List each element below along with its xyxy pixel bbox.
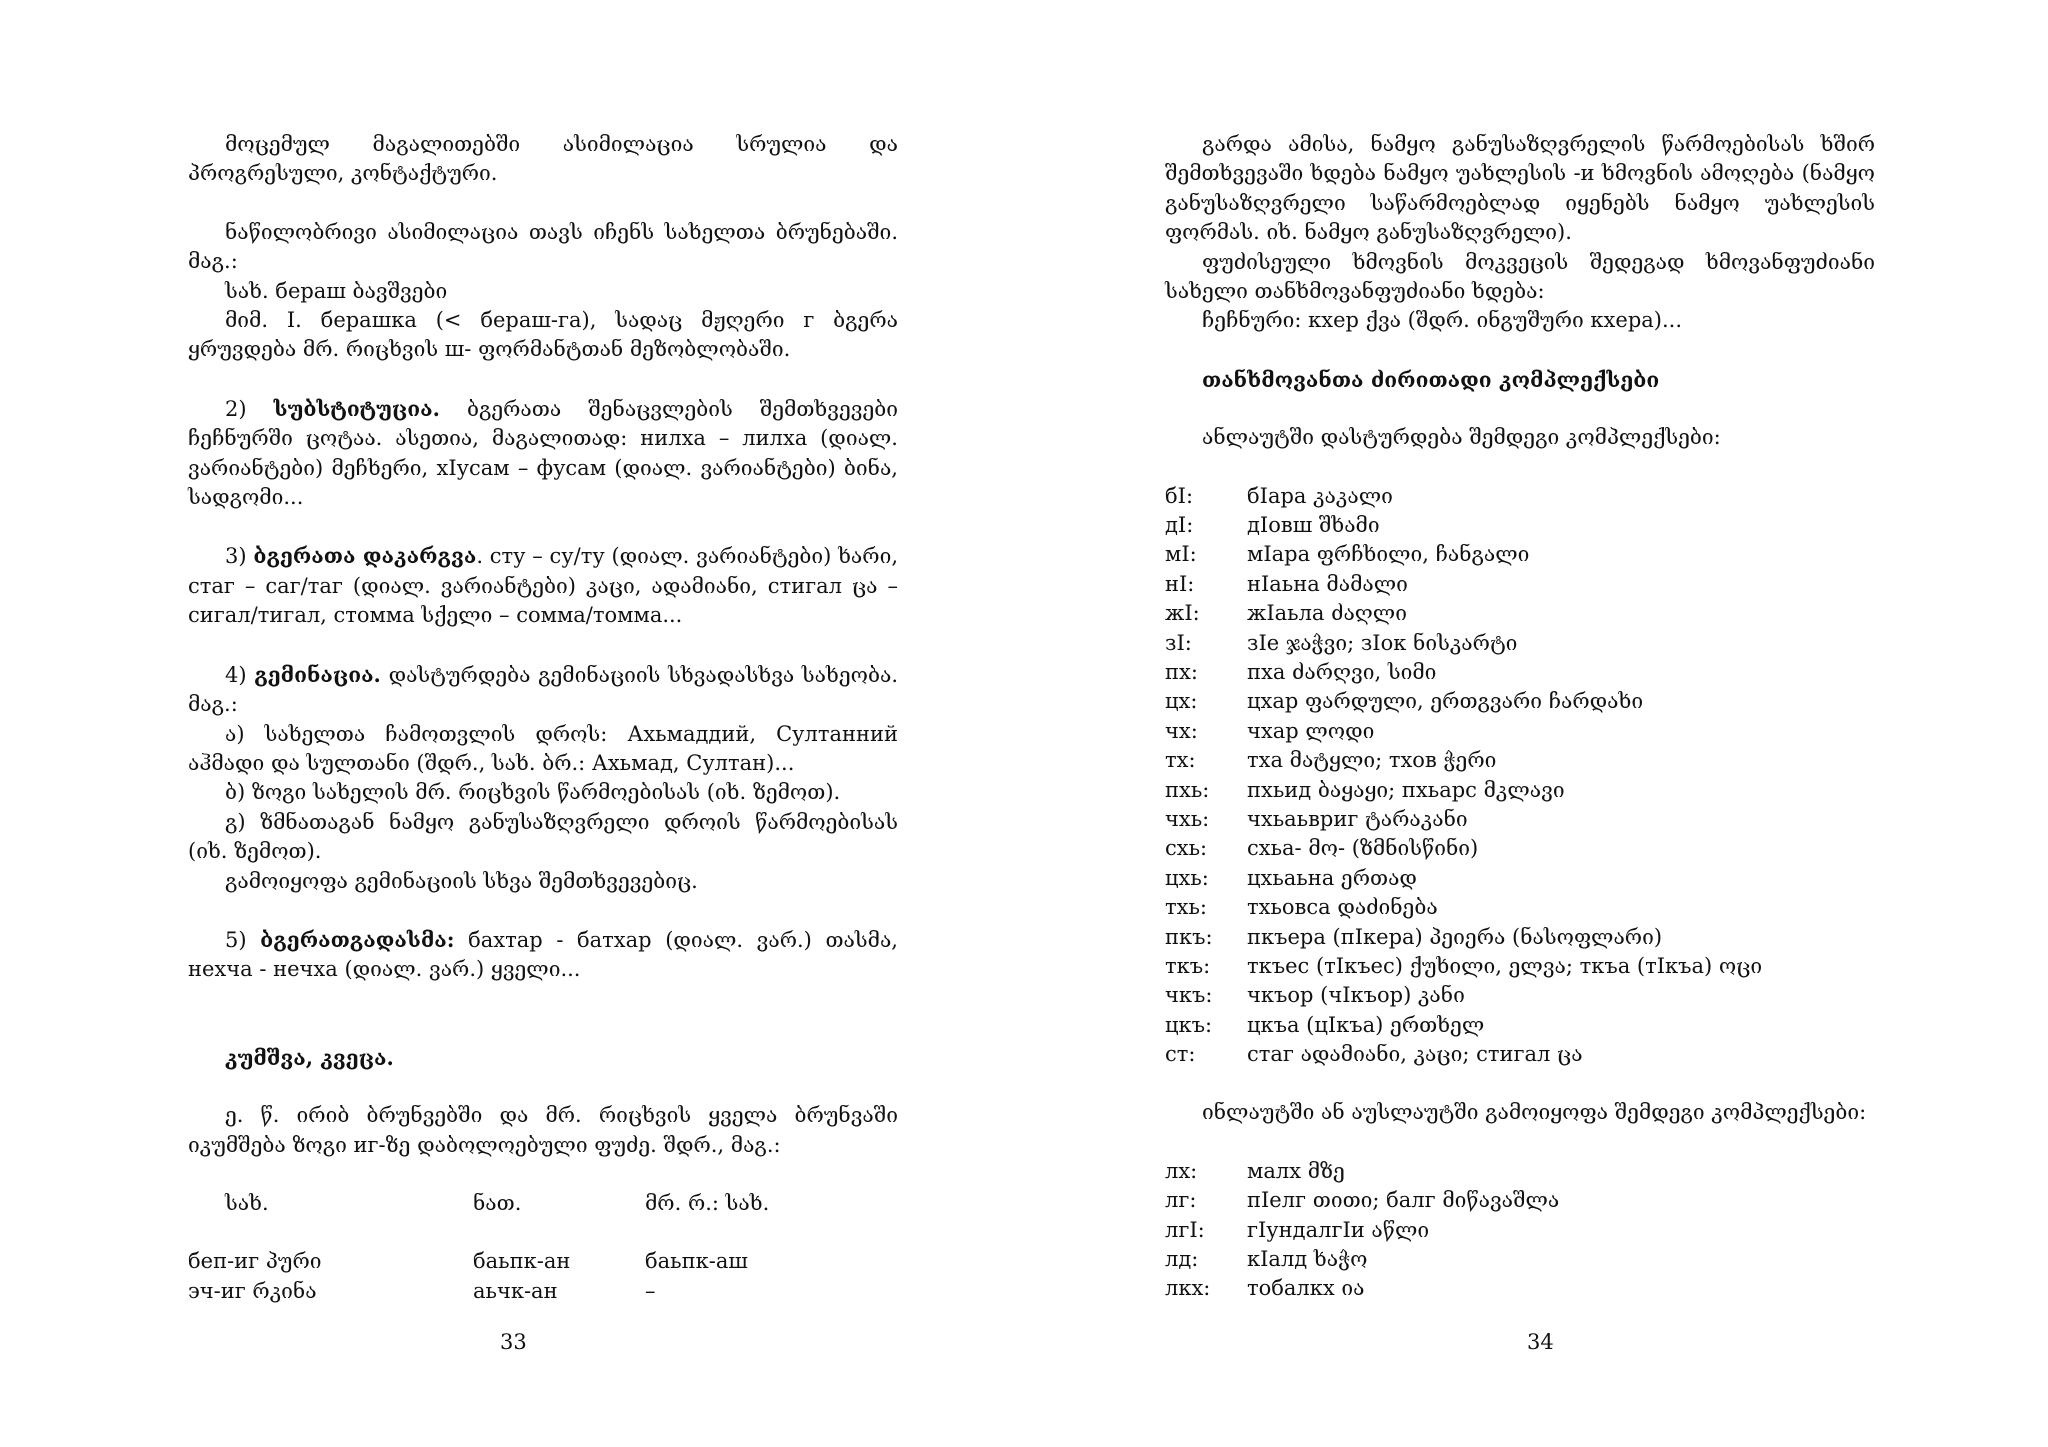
cluster-example: пкъера (пIкера) პეიერა (ნასოფლარი) (1247, 924, 1663, 949)
cluster-row (1165, 1157, 1875, 1186)
paragraph: ჩეჩნური: кхер ქვა (შდრ. ინგუშური кхера)... (1202, 308, 1682, 333)
cluster-row (1165, 746, 1875, 775)
cluster-row (1165, 1274, 1875, 1303)
paragraph: ა) სახელთა ჩამოთვლის დროს: Ахьмаддий, Султанний აჰმადი და სულთანი (შდრ., სახ. ბრ.: Ахьмад, Султан)... (188, 721, 898, 775)
cluster-example: гIундалгIи აწლი (1247, 1217, 1430, 1242)
cluster-example: жIаьла ძაღლი (1247, 601, 1407, 626)
cluster-label: лд: (1165, 1247, 1199, 1272)
cluster-label: тхь: (1165, 895, 1207, 920)
cluster-row (1165, 511, 1875, 540)
cluster-example: схьа- მო- (ზმნისწინი) (1247, 836, 1479, 861)
cluster-row (1165, 687, 1875, 716)
table-header-cell: ნათ. (473, 1190, 522, 1215)
cluster-row (1165, 629, 1875, 658)
table-cell: баьпк-аш (645, 1249, 748, 1274)
cluster-example: тха მატყლი; тхов ჭერი (1247, 748, 1497, 773)
cluster-example: пхьид ბაყაყი; пхьарс მკლავი (1247, 777, 1565, 802)
paragraph-gemination (188, 660, 898, 720)
cluster-row (1165, 834, 1875, 863)
cluster-label: лкх: (1165, 1276, 1211, 1301)
cluster-example: малх მზე (1247, 1158, 1345, 1183)
cluster-row (1165, 1040, 1875, 1069)
cluster-label: чкъ: (1165, 983, 1213, 1008)
cluster-label: цкъ: (1165, 1012, 1213, 1037)
cluster-row (1165, 717, 1875, 746)
cluster-example: цкъа (цIкъа) ერთხელ (1247, 1012, 1485, 1037)
cluster-example: чхьаьвриг ტარაკანი (1247, 806, 1468, 831)
paragraph: ე. წ. ირიბ ბრუნვებში და მრ. რიცხვის ყველა ბრუნვაში იკუმშება ზოგი иг-ზე დაბოლოებული ფუძე. შდრ., მაგ.: (188, 1103, 898, 1157)
term-heading: ბგერათა დაკარგვა (253, 543, 477, 569)
cluster-label: зI: (1165, 630, 1192, 655)
term-heading: ბგერათგადასმა: (260, 926, 455, 952)
paragraph: ნაწილობრივი ასიმილაცია თავს იჩენს სახელთა ბრუნებაში. მაგ.: (188, 219, 898, 274)
cluster-label: дI: (1165, 513, 1194, 538)
cluster-label: лг: (1165, 1188, 1197, 1213)
cluster-label: цх: (1165, 689, 1198, 714)
cluster-row (1165, 482, 1875, 511)
cluster-label: пх: (1165, 660, 1198, 684)
table-header (188, 1189, 898, 1218)
cluster-label: лх: (1165, 1158, 1198, 1183)
cluster-row (1165, 540, 1875, 569)
cluster-label: нI: (1165, 571, 1195, 596)
paragraph: მოცემულ მაგალითებში ასიმილაცია სრულია და პროგრესული, კონტაქტური. (188, 132, 898, 186)
cluster-row (1165, 952, 1875, 981)
cluster-label: схь: (1165, 836, 1208, 861)
paragraph: სახ. бераш ბავშვები (225, 278, 448, 303)
cluster-label: ткъ: (1165, 953, 1211, 978)
left-page (188, 130, 898, 1306)
cluster-label: мI: (1165, 542, 1197, 567)
cluster-example: ткъес (тIкъес) ქუხილი, ელვა; ткъа (тIкъа) ოცი (1247, 953, 1763, 978)
cluster-example: мIара ფრჩხილი, ჩანგალი (1247, 542, 1530, 567)
cluster-example: нIаьна მამალი (1247, 571, 1408, 596)
paragraph: გ) ზმნათაგან ნამყო განუსაზღვრელი დროის წარმოებისას (იხ. ზემოთ). (188, 809, 898, 864)
table-cell: эч-иг რკინა (188, 1278, 317, 1303)
cluster-label: бI: (1165, 483, 1194, 508)
cluster-row (1165, 658, 1875, 687)
cluster-row (1165, 599, 1875, 628)
cluster-label: пкъ: (1165, 924, 1213, 949)
cluster-row (1165, 923, 1875, 952)
cluster-example: бIара კაკალი (1247, 483, 1393, 508)
cluster-row (1165, 1011, 1875, 1040)
paragraph: ინლაუტში ან აუსლაუტში გამოიყოფა შემდეგი კომპლექსები: (1202, 1100, 1867, 1125)
cluster-example: чхар ლოდი (1247, 718, 1375, 743)
item-number: 2) (225, 396, 247, 421)
cluster-label: тх: (1165, 748, 1196, 773)
anlaut-cluster-list (1165, 482, 1875, 1070)
cluster-label: ст: (1165, 1042, 1196, 1067)
cluster-example: стаг ადამიანი, კაცი; стигал ცა (1247, 1042, 1583, 1067)
cluster-row (1165, 805, 1875, 834)
paragraph: ფუძისეული ხმოვნის მოკვეცის შედეგად ხმოვანფუძიანი სახელი თანხმოვანფუძიანი ხდება: (1165, 249, 1875, 304)
page-number: 33 (500, 1330, 527, 1354)
cluster-example: кIалд ხაჭო (1247, 1247, 1368, 1272)
paragraph-metathesis (188, 925, 898, 985)
paragraph: ბ) ზოგი სახელის მრ. რიცხვის წარმოებისას (იხ. ზემოთ). (225, 780, 841, 805)
table-header-cell: მრ. რ.: სახ. (645, 1190, 770, 1215)
cluster-example: чкъор (чIкъор) კანი (1247, 983, 1465, 1008)
paragraph-text: . сту – су/ту (დიალ. ვარიანტები) ხარი, стаг – саг/таг (დიალ. ვარიანტები) კაცი, ადამიანი, стигал ცა – сигал/тигал, стомма სქელი – сомма/томма... (188, 544, 899, 628)
cluster-row (1165, 1245, 1875, 1274)
paragraph-substitution (188, 394, 898, 513)
cluster-example: пха ძარღვი, სიმი (1247, 660, 1437, 684)
table-cell: аьчк-ан (473, 1278, 558, 1303)
cluster-label: чх: (1165, 718, 1198, 743)
cluster-example: пIелг თითი; балг მიწავაშლა (1247, 1188, 1560, 1213)
paragraph: მიმ. I. берашка (< бераш-га), სადაც მჟღერი г ბგერა ყრუვდება მრ. რიცხვის ш- ფორმანტთან მეზობლობაში. (188, 308, 898, 362)
item-number: 3) (225, 544, 247, 569)
item-number: 4) (225, 662, 247, 687)
paragraph-elision (188, 541, 898, 630)
section-heading: თანხმოვანთა ძირითადი კომპლექსები (1202, 366, 1660, 392)
cluster-example: зIе ჯაჭვი; зIок ნისკარტი (1247, 630, 1518, 655)
table-cell: беп-иг პური (188, 1249, 322, 1274)
cluster-label: пхь: (1165, 777, 1210, 802)
table-cell: – (645, 1278, 656, 1303)
cluster-row (1165, 981, 1875, 1010)
cluster-example: цхар ფარდული, ერთგვარი ჩარდახი (1247, 689, 1644, 714)
cluster-row (1165, 893, 1875, 922)
cluster-row (1165, 1186, 1875, 1215)
table-header-cell: სახ. (225, 1190, 269, 1215)
paragraph: ანლაუტში დასტურდება შემდეგი კომპლექსები: (1202, 425, 1721, 450)
cluster-example: дIовш შხამი (1247, 513, 1380, 538)
cluster-example: тобалкх ია (1247, 1276, 1365, 1301)
cluster-example: тхьовса დაძინება (1247, 895, 1438, 920)
table-row (188, 1247, 898, 1276)
right-page (1165, 130, 1875, 1304)
cluster-row (1165, 570, 1875, 599)
cluster-example: цхьаьна ერთად (1247, 865, 1417, 890)
paragraph: გარდა ამისა, ნამყო განუსაზღვრელის წარმოებისას ხშირ შემთხვევაში ხდება ნამყო უახლესის -и ხმოვნის ამოღება (ნამყო განუსაზღვრელი საწარმოებლად იყენებს ნამყო უახლესის ფორმას. იხ. ნამყო განუსაზღვრელი). (1165, 132, 1875, 245)
table-cell: баьпк-ан (473, 1249, 571, 1274)
table-row (188, 1277, 898, 1306)
item-number: 5) (225, 927, 247, 952)
page-number: 34 (1527, 1330, 1554, 1354)
term-heading: გემინაცია. (254, 661, 381, 687)
cluster-label: жI: (1165, 601, 1200, 626)
cluster-row (1165, 1216, 1875, 1245)
section-heading: კუმშვა, კვეცა. (225, 1044, 394, 1070)
cluster-row (1165, 864, 1875, 893)
cluster-label: чхь: (1165, 806, 1210, 831)
paragraph-text: бахтар - батхар (დიალ. ვარ.) თასმა, нехча - нечха (დიალ. ვარ.) ყველი... (188, 927, 898, 982)
paragraph-text: ბგერათა შენაცვლების შემთხვევები ჩეჩნურში ცოტაა. ასეთია, მაგალითად: нилха – лилха (დიალ. ვარიანტები) მეჩხერი, хIусам – фусам (დიალ. ვარიანტები) ბინა, სადგომი... (188, 396, 898, 510)
inlaut-cluster-list (1165, 1157, 1875, 1304)
paragraph: გამოიყოფა გემინაციის სხვა შემთხვევებიც. (225, 868, 698, 893)
cluster-label: лгI: (1165, 1217, 1205, 1242)
term-heading: სუბსტიტუცია. (273, 395, 440, 421)
cluster-row (1165, 776, 1875, 805)
paragraph-text: დასტურდება გემინაციის სხვადასხვა სახეობა. მაგ.: (188, 662, 898, 717)
cluster-label: цхь: (1165, 865, 1209, 890)
